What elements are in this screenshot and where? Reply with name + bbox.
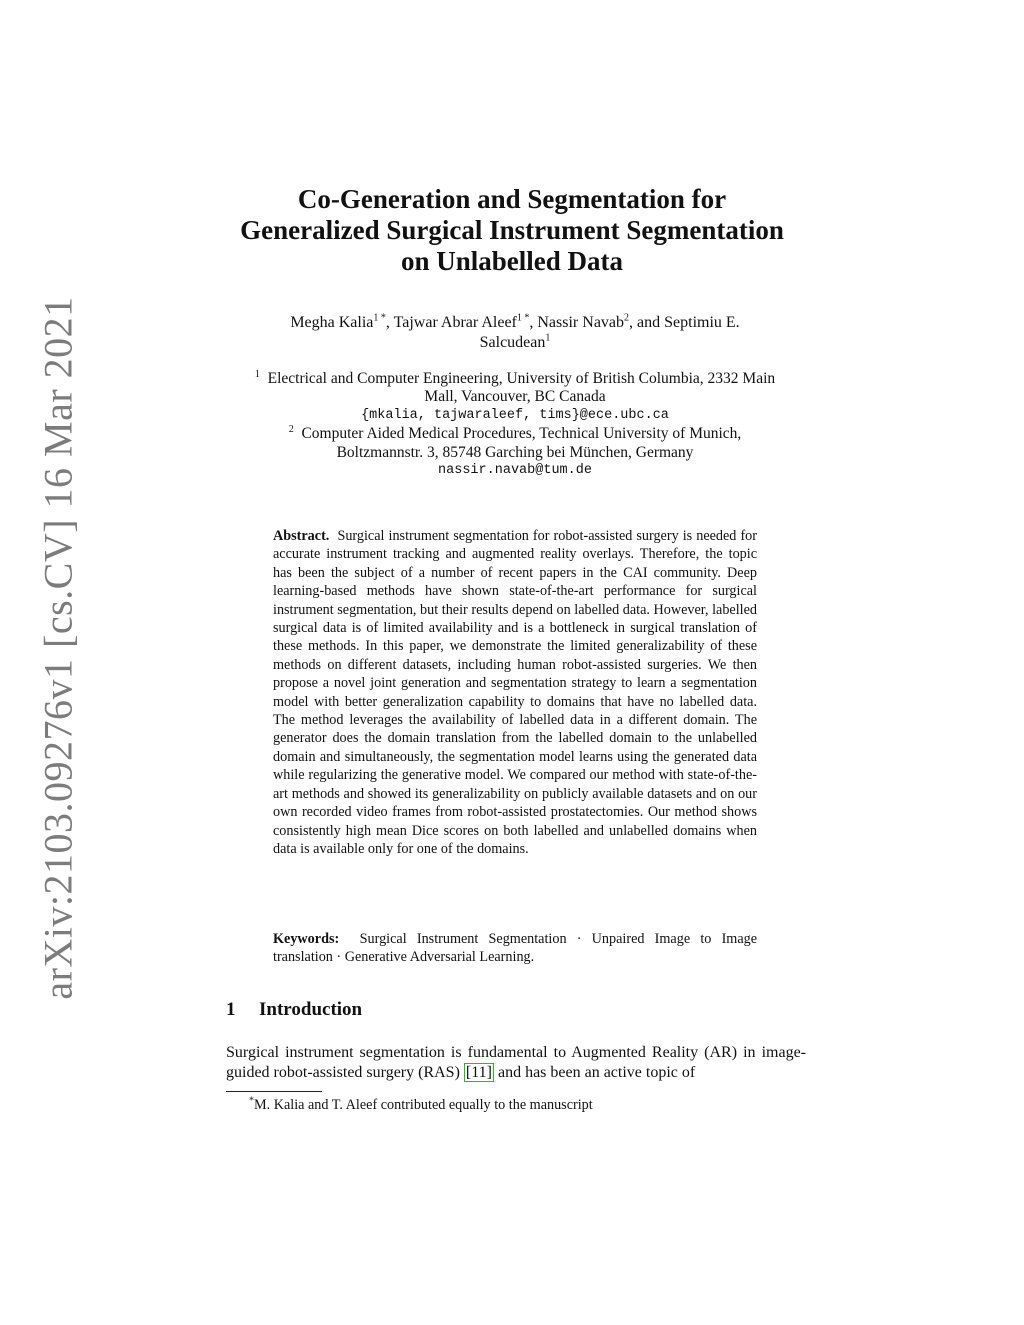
author-line-1 xyxy=(200,313,830,333)
affiliation-2-line-2: Boltzmannstr. 3, 85748 Garching bei München, Germany xyxy=(336,443,694,461)
affiliation-text: Computer Aided Medical Procedures, Technical University of Munich, xyxy=(301,425,742,443)
author-name: , Tajwar Abrar Aleef xyxy=(385,314,517,331)
author-affiliation-mark: 1 * xyxy=(516,312,530,324)
affiliation-2-line-1 xyxy=(200,425,830,443)
section-number: 1 xyxy=(226,999,236,1020)
affiliation-2-email: nassir.navab@tum.de xyxy=(438,463,592,479)
section-heading xyxy=(226,999,362,1021)
intro-paragraph xyxy=(226,1043,806,1083)
author-affiliation-mark: 1 * xyxy=(373,312,386,324)
section-title: Introduction xyxy=(259,999,363,1020)
title-line-3: on Unlabelled Data xyxy=(400,246,624,276)
title-line-1: Co-Generation and Segmentation for xyxy=(297,184,727,214)
abstract xyxy=(273,527,757,858)
author-name: Salcudean xyxy=(479,334,546,351)
intro-text: Surgical instrument segmentation is fundamental to Augmented Reality (AR) in image-guided robot-assisted surgery (RAS) xyxy=(226,1044,806,1081)
affiliation-text: Electrical and Computer Engineering, University of British Columbia, 2332 Main xyxy=(267,370,776,387)
affiliation-marker: 1 xyxy=(254,368,260,380)
footnote-text: M. Kalia and T. Aleef contributed equally to the manuscript xyxy=(254,1097,593,1113)
footnote xyxy=(249,1096,593,1114)
author-name: , and Septimiu E. xyxy=(629,314,740,331)
affiliation-1-line-2: Mall, Vancouver, BC Canada xyxy=(424,388,606,406)
footnote-divider xyxy=(226,1091,322,1092)
footnote-marker: * xyxy=(249,1095,254,1107)
title-line-2: Generalized Surgical Instrument Segmentation xyxy=(240,215,784,245)
intro-text: and has been an active topic of xyxy=(493,1064,696,1081)
affiliation-1-email: {mkalia, tajwaraleef, tims}@ece.ubc.ca xyxy=(361,407,669,423)
keywords-label: Keywords: xyxy=(273,931,340,947)
abstract-label: Abstract. xyxy=(273,528,330,544)
author-name: , Nassir Navab xyxy=(529,314,625,331)
affiliations xyxy=(200,370,830,480)
affiliation-marker: 2 xyxy=(288,424,294,436)
author-affiliation-mark: 1 xyxy=(545,332,551,344)
citation-link[interactable]: [11] xyxy=(465,1064,492,1081)
keywords xyxy=(273,930,757,967)
author-name: Megha Kalia xyxy=(290,314,374,331)
affiliation-1-line-1 xyxy=(200,370,830,388)
keywords-text: Surgical Instrument Segmentation · Unpaired Image to Image translation · Generative Adversarial Learning. xyxy=(273,931,758,966)
abstract-text: Surgical instrument segmentation for robot-assisted surgery is needed for accurate instrument tracking and augmented reality overlays. Therefore, the topic has been the subject of a number of recent papers in the CAI community. Deep learning-based methods have shown state-of-the-art performance for surgical instrument segmentation, but their results depend on labelled data. However, labelled surgical data is of limited availability and is a bottleneck in surgical translation of these methods. In this paper, we demonstrate the limited generalizability of these methods on different datasets, including human robot-assisted surgeries. We then propose a novel joint generation and segmentation strategy to learn a segmentation model with better generalization capability to domains that have no labelled data. The method leverages the availability of labelled data in a different domain. The generator does the domain translation from the labelled domain to the unlabelled domain and simultaneously, the segmentation model learns using the generated data while regularizing the generative model. We compared our method with state-of-the-art methods and showed its generalizability on publicly available datasets and on our own recorded video frames from robot-assisted prostatectomies. Our method shows consistently high mean Dice scores on both labelled and unlabelled domains when data is available only for one of the domains. xyxy=(273,528,757,857)
author-list xyxy=(200,313,830,353)
arxiv-identifier: arXiv:2103.09276v1 [cs.CV] 16 Mar 2021 xyxy=(35,296,81,1000)
paper-title xyxy=(0,184,1024,277)
author-line-2 xyxy=(200,333,830,353)
author-affiliation-mark: 2 xyxy=(624,312,630,324)
